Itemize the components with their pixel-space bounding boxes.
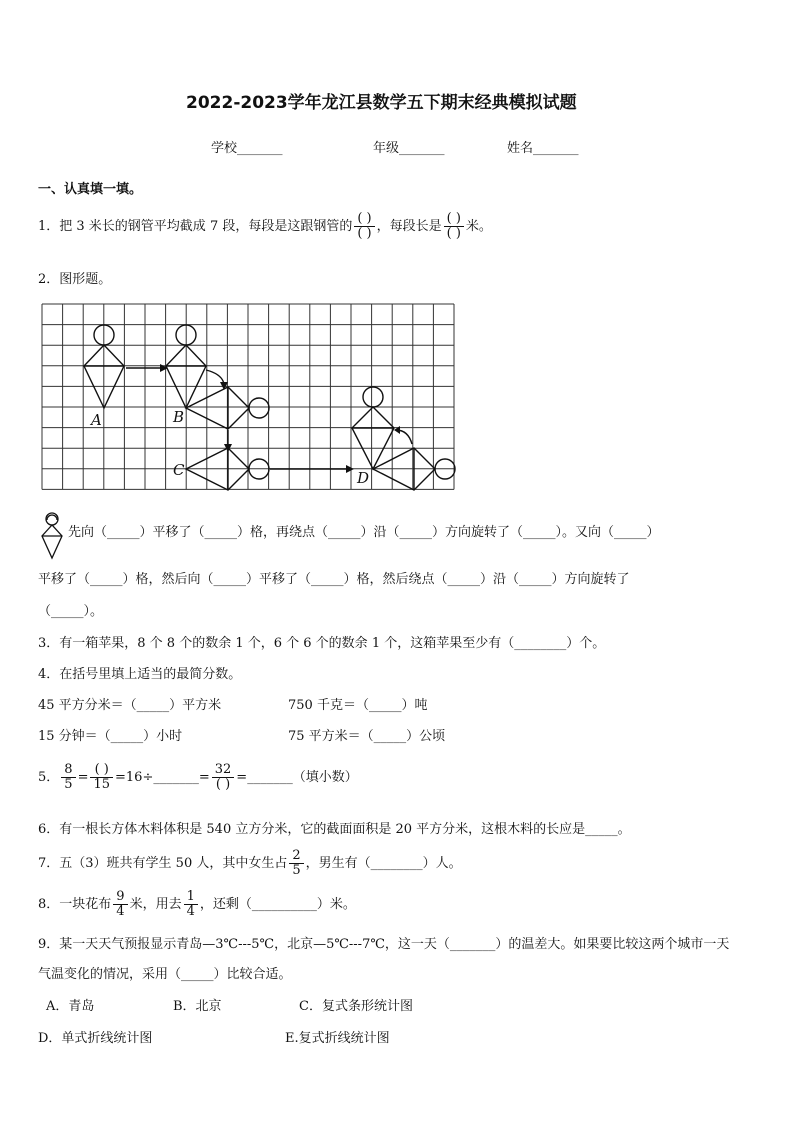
q1-fraction-1: $\frac{( )}{( )}$ (354, 212, 374, 241)
q4-b: 750 千克＝（_____）吨 (288, 698, 428, 713)
section-heading: 一、认真填一填。 (38, 182, 143, 197)
name-field: 姓名_______ (507, 141, 579, 156)
question-6: 6．有一根长方体木料体积是 540 立方分米，它的截面面积是 20 平方分米，这根木料的长应是_____。 (38, 822, 631, 837)
q5-fraction-1: $\frac{8}{5}$ (61, 763, 75, 792)
page-title: 2022-2023学年龙江县数学五下期末经典模拟试题 (186, 93, 577, 113)
q1-suffix: 米。 (465, 219, 492, 234)
q8-fraction-1: $\frac{9}{4}$ (113, 890, 127, 919)
q4-a: 45 平方分米＝（_____）平方米 (38, 698, 222, 713)
question-7: 7．五（3）班共有学生 50 人，其中女生占 $\frac{2}{5}$ ，男生有（________）人。 (38, 848, 462, 878)
question-2-label: 2．图形题。 (38, 272, 112, 287)
label-a: A (91, 411, 102, 429)
kite-icon (39, 512, 65, 560)
q9-option-c: C．复式条形统计图 (299, 999, 413, 1014)
question-9-line-2: 气温变化的情况，采用（_____）比较合适。 (38, 967, 292, 982)
q9-option-e: E.复式折线统计图 (285, 1031, 390, 1046)
q5-fraction-2: $\frac{( )}{15}$ (90, 763, 113, 792)
label-d: D (357, 469, 370, 487)
transformation-figure (0, 0, 794, 520)
label-c: C (173, 461, 185, 479)
q4-c: 15 分钟＝（_____）小时 (38, 729, 183, 744)
grade-field: 年级_______ (373, 141, 445, 156)
q2-line-3: （_____）。 (38, 604, 104, 619)
q9-option-d: D．单式折线统计图 (38, 1031, 153, 1046)
label-b: B (173, 408, 185, 426)
q2-line-2: 平移了（_____）格，然后向（_____）平移了（_____）格，然后绕点（_____）沿（_____）方向旋转了 (38, 572, 630, 587)
question-4-label: 4．在括号里填上适当的最简分数。 (38, 667, 242, 682)
q7-fraction: $\frac{2}{5}$ (289, 849, 303, 878)
q1-mid: ，每段长是 (376, 219, 442, 234)
q4-d: 75 平方米＝（_____）公顷 (288, 729, 446, 744)
question-9-line-1: 9．某一天天气预报显示青岛—3℃---5℃，北京—5℃---7℃，这一天（_______）的温差大。如果要比较这两个城市一天 (38, 937, 730, 952)
q8-fraction-2: $\frac{1}{4}$ (184, 890, 198, 919)
q9-option-b: B．北京 (173, 999, 222, 1014)
q2-line-1: 先向（_____）平移了（_____）格，再绕点（_____）沿（_____）方向旋转了（_____）。又向（_____） (68, 525, 660, 540)
question-3: 3．有一箱苹果，8 个 8 个的数余 1 个，6 个 6 个的数余 1 个，这箱苹果至少有（________）个。 (38, 636, 606, 651)
question-8: 8．一块花布 $\frac{9}{4}$ 米，用去 $\frac{1}{4}$ ，还剩（__________）米。 (38, 889, 356, 919)
q1-prefix: 1．把 3 米长的钢管平均截成 7 段，每段是这跟钢管的 (38, 219, 353, 234)
q9-option-a: A．青岛 (46, 999, 95, 1014)
q1-fraction-2: $\frac{( )}{( )}$ (444, 212, 464, 241)
school-field: 学校_______ (211, 141, 283, 156)
q5-fraction-3: $\frac{32}{( )}$ (212, 763, 235, 792)
question-5: 5． $\frac{8}{5}$ = $\frac{( )}{15}$ =16÷_______= $\frac{32}{( )}$ =_______（填小数） (38, 762, 358, 792)
